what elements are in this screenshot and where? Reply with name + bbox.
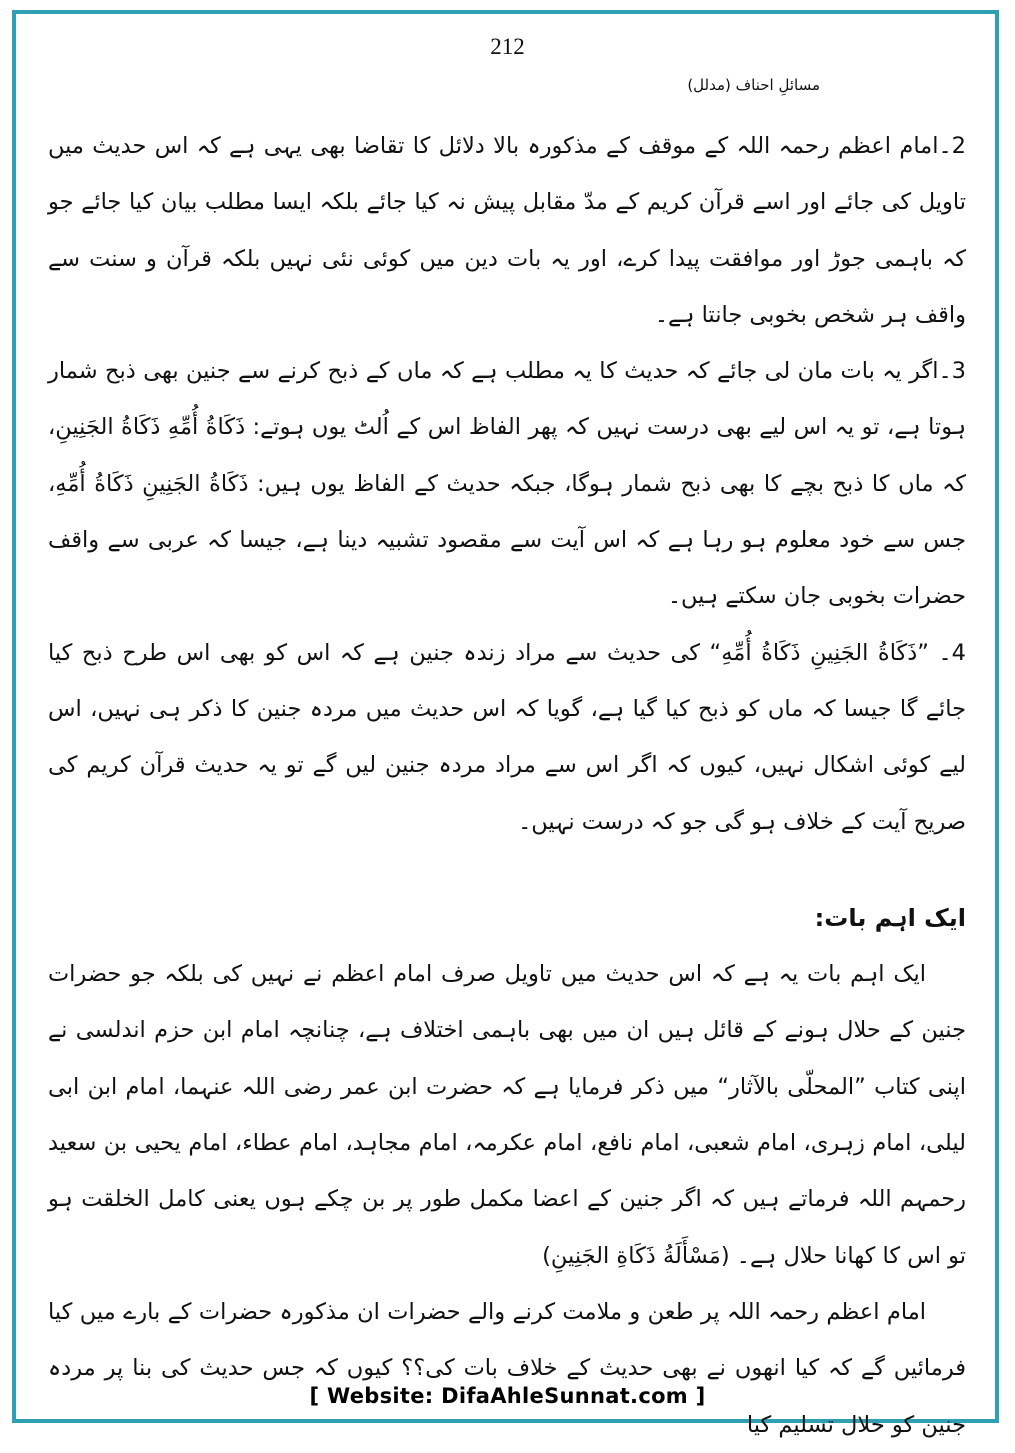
paragraph-4: 4۔ ”ذَكَاةُ الجَنِينِ ذَكَاةُ أُمِّهِ“ کی حدیث سے مراد زندہ جنین ہے کہ اس کو بھی اس طرح ذبح کیا جائے گا جیسا کہ ماں کو ذبح کیا گیا ہے، گویا کہ اس حدیث میں مردہ جنین کا ذکر ہی نہیں، اس لیے کوئی اشکال نہیں، کیوں کہ اگر اس سے مراد مردہ جنین لیں گے تو یہ حدیث قرآن کریم کی صریح آیت کے خلاف ہو گی جو کہ درست نہیں۔ xyxy=(48,639,966,835)
page-number: 212 xyxy=(490,34,525,59)
page-content xyxy=(48,118,966,1453)
paragraph-2: 2۔امام اعظم رحمہ اللہ کے موقف کے مذکورہ بالا دلائل کا تقاضا بھی یہی ہے کہ اس حدیث میں تاویل کی جائے اور اسے قرآن کریم کے مدّ مقابل پیش نہ کیا جائے بلکہ ایسا مطلب بیان کیا جائے جو کہ باہمی جوڑ اور موافقت پیدا کرے، اور یہ بات دین میں کوئی نئی نہیں بلکہ قرآن و سنت سے واقف ہر شخص بخوبی جانتا ہے۔ xyxy=(48,133,966,328)
section-heading: ایک اہم بات: xyxy=(814,903,966,932)
website-footer: [ Website: DifaAhleSunnat.com ] xyxy=(309,1384,706,1408)
paragraph-closing: امام اعظم رحمہ اللہ پر طعن و ملامت کرنے والے حضرات ان مذکورہ حضرات کے بارے میں کیا فرمائیں گے کہ کیا انھوں نے بھی حدیث کے خلاف بات کی؟؟ کیوں کہ جس حدیث کی بنا پر مردہ جنین کو حلال تسلیم کیا xyxy=(48,1298,966,1438)
book-title: مسائلِ احناف (مدلل) xyxy=(687,76,820,94)
paragraph-3: 3۔اگر یہ بات مان لی جائے کہ حدیث کا یہ مطلب ہے کہ ماں کے ذبح کرنے سے جنین بھی ذبح شمار ہوتا ہے، تو یہ اس لیے بھی درست نہیں کہ پھر الفاظ اس کے اُلٹ یوں ہوتے: ذَكَاةُ أُمِّهِ ذَكَاةُ الجَنِينِ، کہ ماں کا ذبح بچے کا بھی ذبح شمار ہوگا، جبکہ حدیث کے الفاظ یوں ہیں: ذَكَاةُ الجَنِينِ ذَكَاةُ أُمِّهِ، جس سے خود معلوم ہو رہا ہے کہ اس آیت سے مقصود تشبیہ دینا ہے، جیسا کہ عربی سے واقف حضرات بخوبی جان سکتے ہیں۔ xyxy=(48,358,966,610)
paragraph-important-point: ایک اہم بات یہ ہے کہ اس حدیث میں تاویل صرف امام اعظم نے نہیں کی بلکہ جو حضرات جنین کے حلال ہونے کے قائل ہیں ان میں بھی باہمی اختلاف ہے، چنانچہ امام ابن حزم اندلسی نے اپنی کتاب ”المحلّی بالآثار“ میں ذکر فرمایا ہے کہ حضرت ابن عمر رضی اللہ عنہما، امام ابن ابی لیلی، امام زہری، امام شعبی، امام نافع، امام عکرمہ، امام مجاہد، امام عطاء، امام یحیی بن سعید رحمہم اللہ فرماتے ہیں کہ اگر جنین کے اعضا مکمل طور پر بن چکے ہوں یعنی کامل الخلقت ہو تو اس کا کھانا حلال ہے۔ (مَسْأَلَةُ ذَكَاةِ الجَنِينِ) xyxy=(48,961,966,1269)
